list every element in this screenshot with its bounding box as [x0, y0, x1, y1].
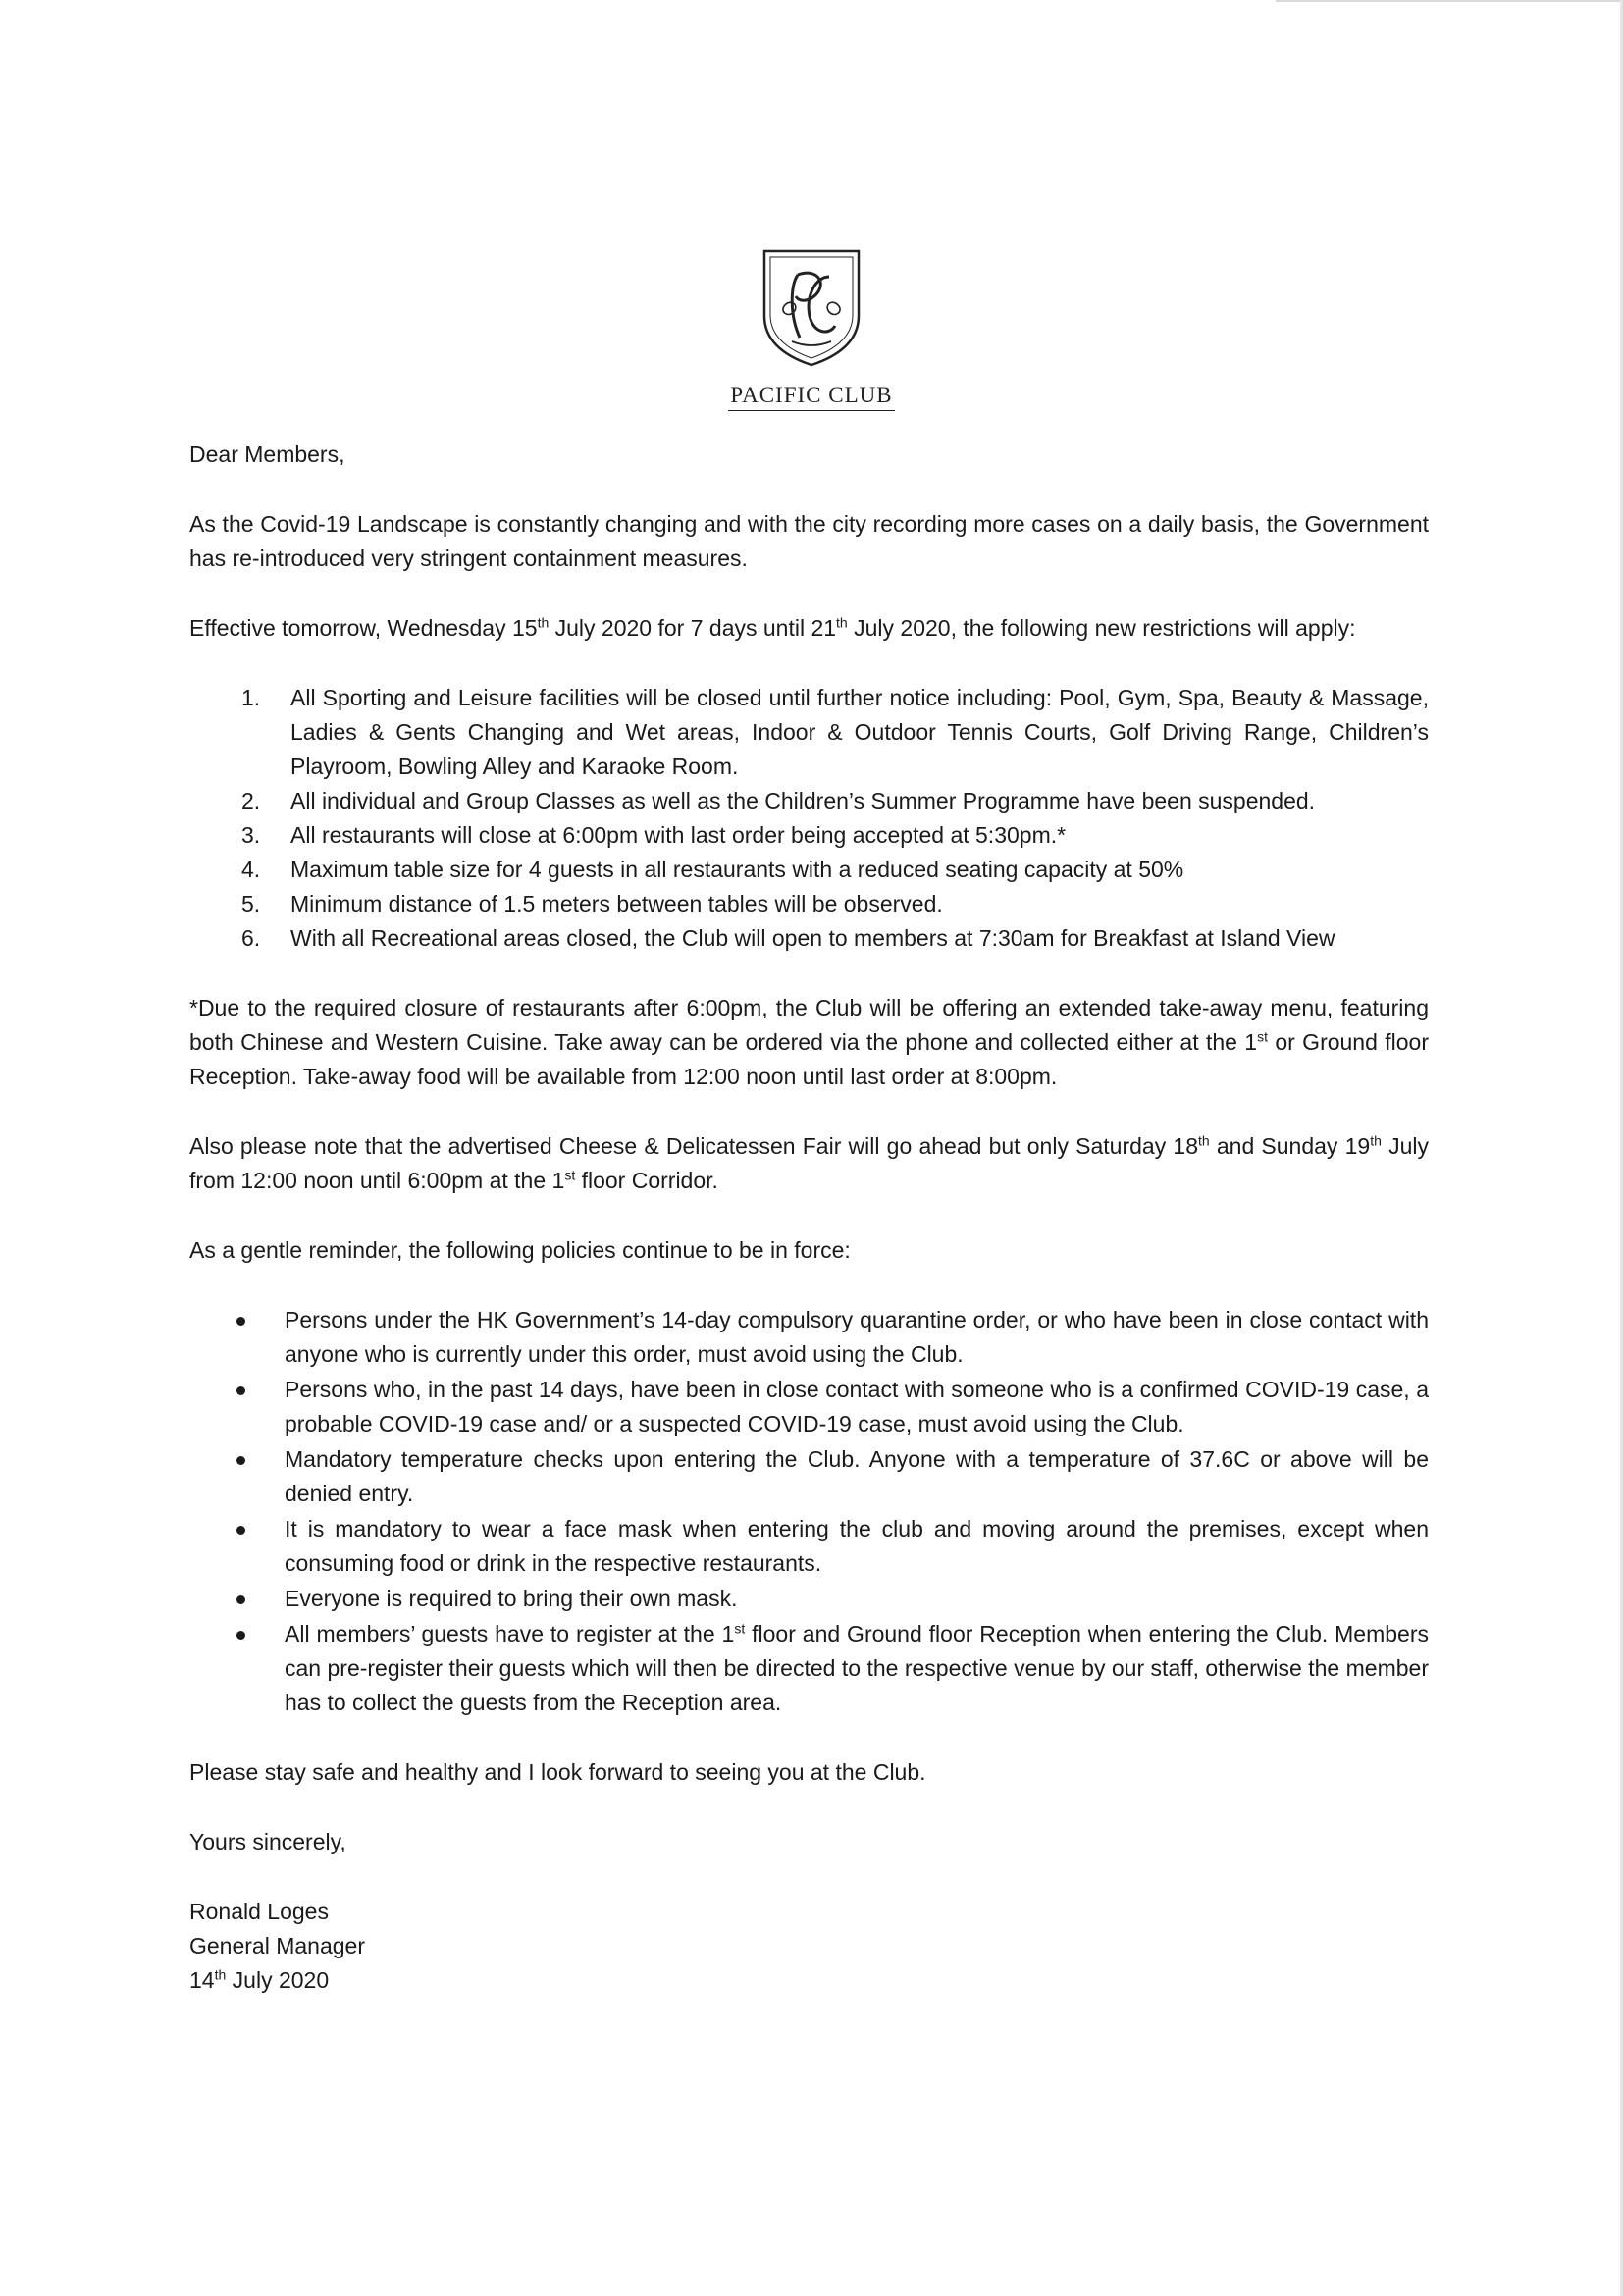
list-item: It is mandatory to wear a face mask when entering the club and moving around the premises, except when consuming food or drink in the respective restaurants. [189, 1512, 1429, 1581]
reminder-paragraph: As a gentle reminder, the following policies continue to be in force: [189, 1237, 851, 1263]
takeaway-paragraph: *Due to the required closure of restaurants after 6:00pm, the Club will be offering an extended take-away menu, featuring both Chinese and Western Cuisine. Take away can be ordered via the phone and collected either at the 1st or Ground floor Reception. Take-away food will be available from 12:00 noon until last order at 8:00pm. [189, 995, 1429, 1089]
restrictions-list [189, 681, 1429, 956]
bullet-icon [236, 1317, 245, 1326]
signatory-title: General Manager [189, 1933, 365, 1958]
policies-list [189, 1303, 1429, 1720]
list-item: 6. With all Recreational areas closed, the Club will open to members at 7:30am for Breakfast at Island View [241, 925, 1335, 951]
list-item: Mandatory temperature checks upon entering the Club. Anyone with a temperature of 37.6C or above will be denied entry. [189, 1442, 1429, 1511]
bullet-icon [236, 1526, 245, 1535]
list-item: 4. Maximum table size for 4 guests in all restaurants with a reduced seating capacity at 50% [241, 857, 1184, 882]
closing-paragraph: Please stay safe and healthy and I look forward to seeing you at the Club. [189, 1759, 926, 1785]
pacific-club-crest-icon [760, 247, 863, 369]
fair-paragraph: Also please note that the advertised Cheese & Delicatessen Fair will go ahead but only Saturday 18th and Sunday 19th July from 12:00 noon until 6:00pm at the 1st floor Corridor. [189, 1132, 1429, 1193]
bullet-icon [236, 1386, 245, 1395]
scan-artifact-line [1276, 0, 1623, 2]
list-item: Everyone is required to bring their own mask. [189, 1582, 1429, 1616]
bullet-icon [236, 1595, 245, 1604]
signatory-name: Ronald Loges [189, 1899, 329, 1924]
intro-paragraph: As the Covid-19 Landscape is constantly changing and with the city recording more cases on a daily basis, the Government has re-introduced very stringent containment measures. [189, 511, 1429, 571]
letter-date: 14th July 2020 [189, 1966, 330, 1993]
list-item: 1. All Sporting and Leisure facilities will be closed until further notice including: Pool, Gym, Spa, Beauty & Massage, Ladies & Gents Changing and Wet areas, Indoor & Outdoor Tennis Courts, Golf Driving Range, Children’s Playroom, Bowling Alley and Karaoke Room. [241, 685, 1429, 779]
list-item: 3. All restaurants will close at 6:00pm with last order being accepted at 5:30pm.* [241, 822, 1067, 848]
bullet-icon [236, 1631, 245, 1640]
signature-block [189, 1895, 1429, 1998]
signoff: Yours sincerely, [189, 1829, 346, 1854]
list-item: Persons who, in the past 14 days, have been in close contact with someone who is a confirmed COVID-19 case, a probable COVID-19 case and/ or a suspected COVID-19 case, must avoid using the Club. [189, 1373, 1429, 1441]
greeting: Dear Members, [189, 442, 345, 467]
list-item: 2. All individual and Group Classes as well as the Children’s Summer Programme have been suspended. [241, 788, 1316, 813]
letter-body [189, 438, 1429, 1998]
list-item: Persons under the HK Government’s 14-day compulsory quarantine order, or who have been in close contact with anyone who is currently under this order, must avoid using the Club. [189, 1303, 1429, 1372]
list-item: All members’ guests have to register at the 1st floor and Ground floor Reception when entering the Club. Members can pre-register their guests which will then be directed to the respective venue by our staff, otherwise the member has to collect the guests from the Reception area. [189, 1617, 1429, 1720]
list-item: 5. Minimum distance of 1.5 meters between tables will be observed. [241, 891, 943, 916]
letterhead [0, 247, 1623, 411]
bullet-icon [236, 1456, 245, 1465]
brand-name: PACIFIC CLUB [728, 383, 894, 411]
effective-paragraph: Effective tomorrow, Wednesday 15th July 2020 for 7 days until 21th July 2020, the following new restrictions will apply: [189, 614, 1356, 641]
